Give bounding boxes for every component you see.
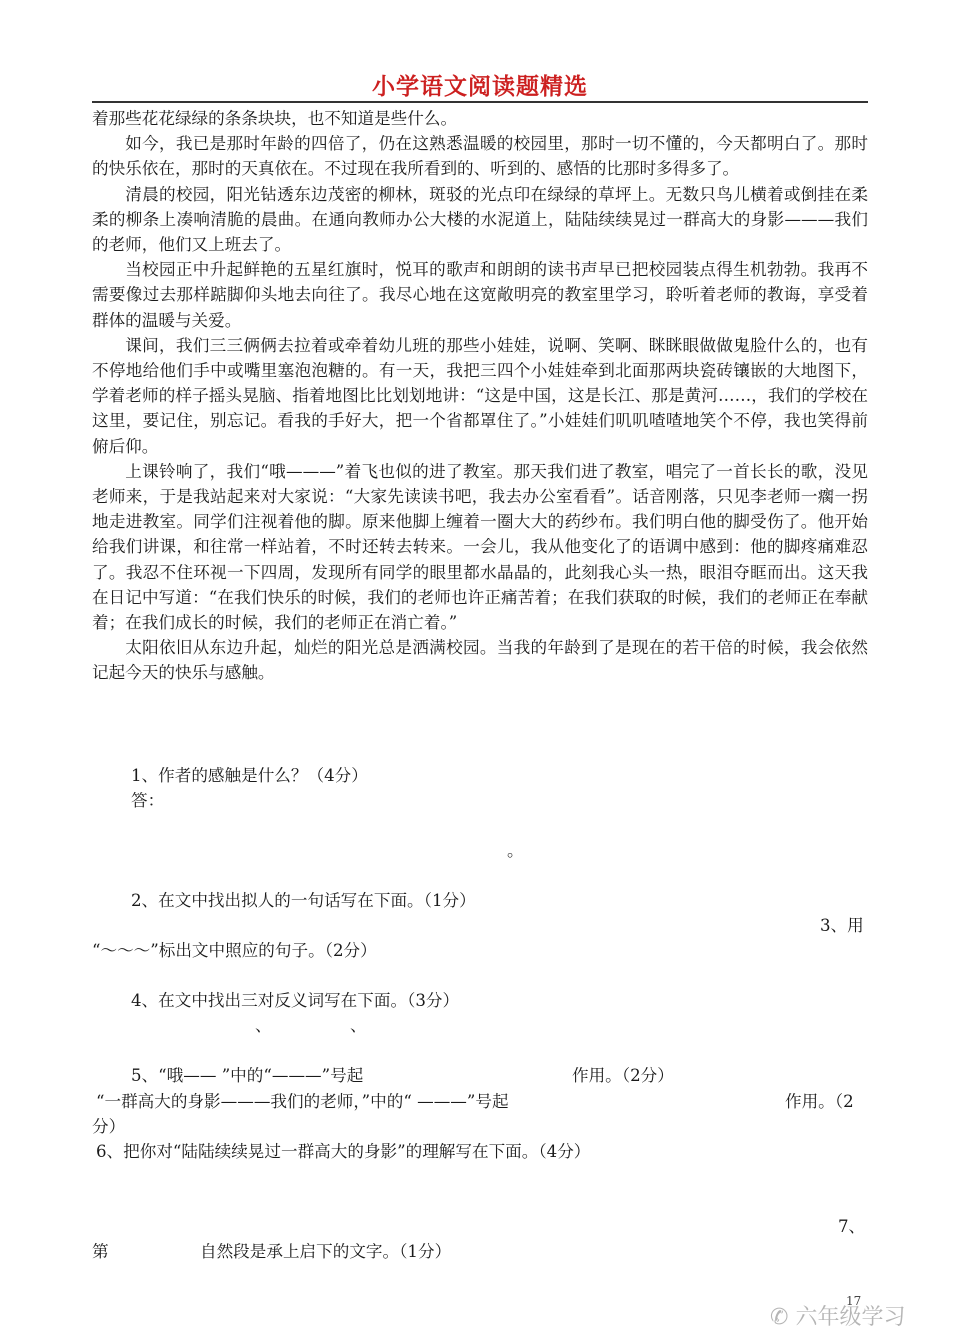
question-5-b: “一群高大的身影———我们的老师，”中的“ ———”号起 bbox=[96, 1092, 509, 1111]
question-4-separator: 、 bbox=[255, 1016, 272, 1035]
question-4: 4、在文中找出三对反义词写在下面。（3分） bbox=[131, 991, 460, 1010]
question-2: 2、在文中找出拟人的一句话写在下面。（1分） bbox=[131, 891, 476, 910]
question-7: 自然段是承上启下的文字。（1分） bbox=[200, 1242, 452, 1261]
header-rule bbox=[92, 101, 868, 103]
wechat-icon: ✆ bbox=[770, 1305, 789, 1330]
question-5-a-end: 作用。（2分） bbox=[572, 1066, 674, 1085]
passage-paragraph: 如今，我已是那时年龄的四倍了，仍在这熟悉温暖的校园里，那时一切不懂的，今天都明白了。那时的快乐依在，那时的天真依在。不过现在我所看到的、听到的、感悟的比那时多得多了。 bbox=[92, 134, 868, 179]
passage-paragraph: 太阳依旧从东边升起，灿烂的阳光总是洒满校园。当我的年龄到了是现在的若干倍的时候，我会依然记起今天的快乐与感触。 bbox=[92, 638, 868, 683]
question-5-b-end: 作用。（2 bbox=[785, 1092, 854, 1111]
passage-paragraph: 清晨的校园，阳光钻透东边茂密的柳林，斑驳的光点印在绿绿的草坪上。无数只鸟儿横着或倒挂在柔柔的柳条上凑响清脆的晨曲。在通向教师办公大楼的水泥道上，陆陆续续晃过一群高大的身影———我们的老师，他们又上班去了。 bbox=[92, 184, 868, 255]
passage-lead: 着那些花花绿绿的条条块块，也不知道是些什么。 bbox=[92, 109, 458, 128]
passage-paragraph: 课间，我们三三俩俩去拉着或牵着幼儿班的那些小娃娃，说啊、笑啊、眯眯眼做做鬼脸什么的，也有不停地给他们手中或嘴里塞泡泡糖的。有一天，我把三四个小娃娃牵到北面那两块瓷砖镶嵌的大地图下，学着老师的样子摇头晃脑、指着地图比比划划地讲：“这是中国，这是长江、那是黄河……，我们的学校在这里，要记住，别忘记。看我的手好大，把一个省都罩住了。”小娃娃们叽叽喳喳地笑个不停，我也笑得前俯后仰。 bbox=[92, 335, 868, 456]
passage-paragraph: 当校园正中升起鲜艳的五星红旗时，悦耳的歌声和朗朗的读书声早已把校园装点得生机勃勃。我再不需要像过去那样踮脚仰头地去向往了。我尽心地在这宽敞明亮的教室里学习，聆听着老师的教诲，享受着群体的温暖与关爱。 bbox=[92, 260, 868, 330]
question-5-a: 5、“哦—— ”中的“———”号起 bbox=[131, 1066, 364, 1085]
question-1: 1、作者的感触是什么？（4分） bbox=[131, 766, 368, 785]
question-7-prefix: 第 bbox=[92, 1242, 109, 1261]
question-1-period: 。 bbox=[507, 841, 524, 860]
question-4-separator: 、 bbox=[350, 1016, 367, 1035]
page-number: 17 bbox=[846, 1294, 862, 1308]
passage bbox=[92, 106, 868, 686]
question-7-number: 7、 bbox=[838, 1217, 866, 1236]
question-6: 6、把你对“陆陆续续晃过一群高大的身影”的理解写在下面。（4分） bbox=[96, 1142, 591, 1161]
question-3-number: 3、用 bbox=[820, 916, 864, 935]
passage-paragraph: 上课铃响了，我们“哦———”着飞也似的进了教室。那天我们进了教室，唱完了一首长长的歌，没见老师来，于是我站起来对大家说：“大家先读读书吧，我去办公室看看”。话音刚落，只见李老师一瘸一拐地走进教室。同学们注视着他的脚。原来他脚上缠着一圈大大的药纱布。我们明白他的脚受伤了。他开始给我们讲课，和往常一样站着，不时还转去转来。一会儿，我从他变化了的语调中感到：他的脚疼痛难忍了。我忍不住环视一下四周，发现所有同学的眼里都水晶晶的，此刻我心头一热，眼泪夺眶而出。这天我在日记中写道：“在我们快乐的时候，我们的老师也许正痛苦着；在我们获取的时候，我们的老师正在奉献着；在我们成长的时候，我们的老师正在消亡着。” bbox=[92, 461, 868, 633]
page-title: 小学语文阅读题精选 bbox=[372, 74, 588, 100]
question-5-b-wrap: 分） bbox=[92, 1117, 126, 1136]
watermark bbox=[770, 1300, 905, 1331]
question-3: “～～～”标出文中照应的句子。（2分） bbox=[92, 941, 377, 960]
watermark-text: 六年级学习 bbox=[795, 1305, 906, 1330]
question-1-answer-label: 答： bbox=[131, 791, 165, 810]
